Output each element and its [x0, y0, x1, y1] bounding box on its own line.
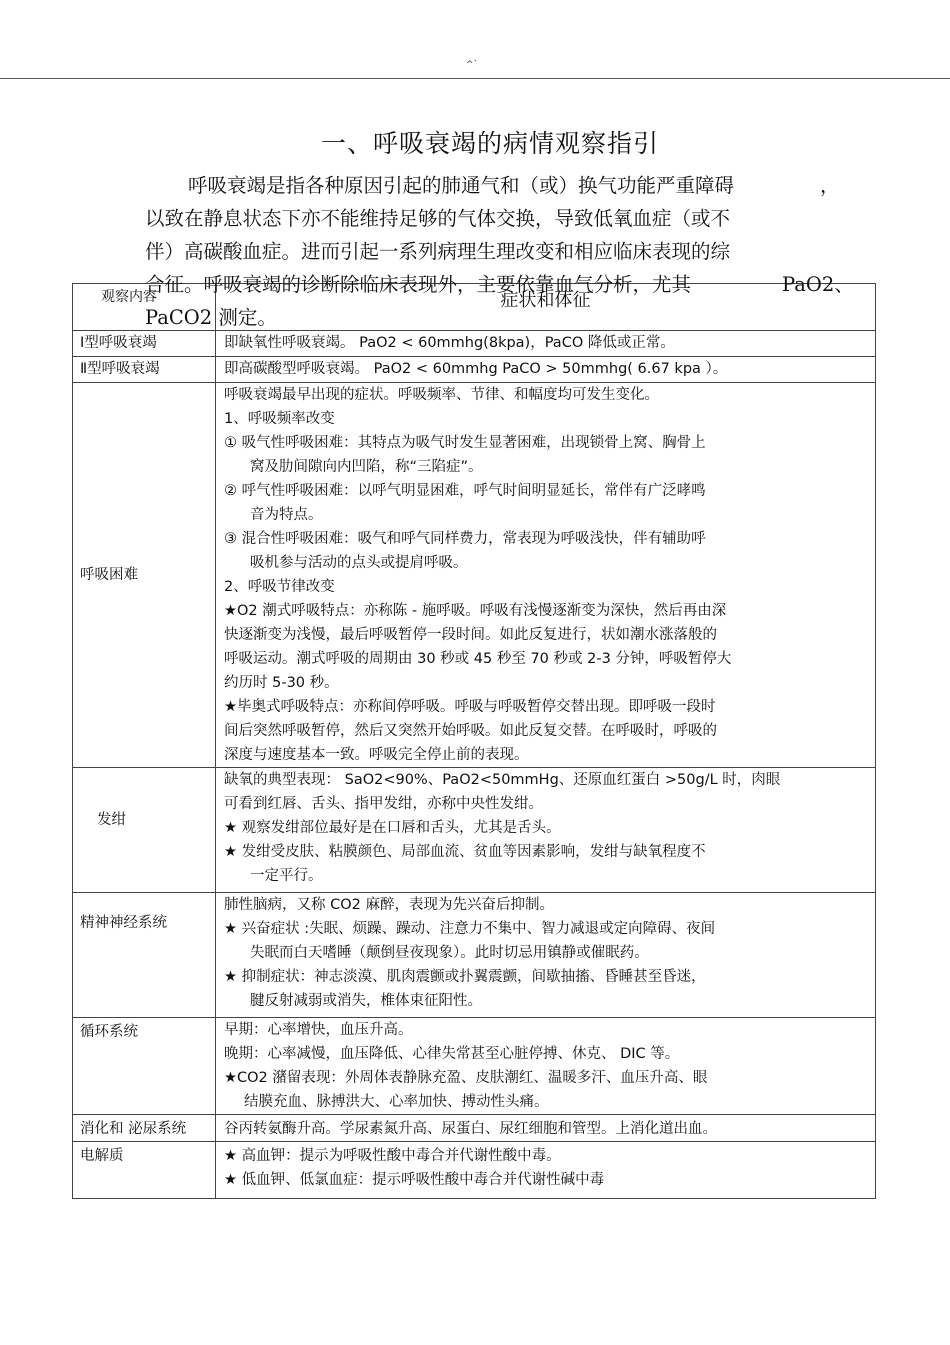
row-line: 晚期：心率减慢，血压降低、心律失常甚至心脏停搏、休克、 DIC 等。	[224, 1046, 680, 1062]
row-content	[216, 331, 876, 357]
row-line: 1、呼吸频率改变	[224, 411, 335, 427]
row-line: 早期：心率增快，血压升高。	[224, 1022, 413, 1038]
row-line: 快逐渐变为浅慢，最后呼吸暂停一段时间。如此反复进行，状如潮水涨落般的	[224, 627, 717, 643]
intro-line-1: 呼吸衰竭是指各种原因引起的肺通气和（或）换气功能严重障碍	[188, 174, 735, 197]
row-line: 谷丙转氨酶升高。学尿素氮升高、尿蛋白、尿红细胞和管型。上消化道出血。	[224, 1121, 717, 1137]
row-line: 吸机参与活动的点头或提肩呼吸。	[250, 555, 468, 571]
row-label: Ⅱ型呼吸衰竭	[73, 357, 216, 383]
table-row	[73, 1018, 876, 1115]
row-line: ★ 兴奋症状 :失眠、烦躁、躁动、注意力不集中、智力减退或定向障碍、夜间	[224, 921, 716, 937]
intro-line-2: 以致在静息状态下亦不能维持足够的气体交换，导致低氧血症（或不	[145, 207, 731, 230]
row-label: 循环系统	[73, 1018, 216, 1115]
row-line: ★ 高血钾：提示为呼吸性酸中毒合并代谢性酸中毒。	[224, 1148, 561, 1164]
row-line: ② 呼气性呼吸困难：以呼气明显困难，呼气时间明显延长，常伴有广泛哮鸣	[224, 483, 706, 499]
table-row	[73, 893, 876, 1018]
row-line: ① 吸气性呼吸困难：其特点为吸气时发生显著困难，出现锁骨上窝、胸骨上	[224, 435, 706, 451]
row-label: 精神神经系统	[73, 893, 216, 1018]
row-line: 缺氧的典型表现： SaO2<90%、PaO2<50mmHg、还原血红蛋白 >50g/L 时，肉眼	[224, 772, 781, 788]
table-row	[73, 768, 876, 893]
header-mark: ^`	[466, 60, 479, 70]
row-line: ③ 混合性呼吸困难：吸气和呼气同样费力，常表现为呼吸浅快，伴有辅助呼	[224, 531, 706, 547]
observation-table	[72, 283, 876, 1199]
header-cell-symptoms: 症状和体征	[216, 284, 876, 331]
row-line: 2、呼吸节律改变	[224, 579, 335, 595]
row-line: 音为特点。	[250, 507, 323, 523]
row-content	[216, 1115, 876, 1142]
table-row	[73, 1115, 876, 1142]
row-label: 电解质	[73, 1142, 216, 1199]
row-line: ★ 低血钾、低氯血症：提示呼吸性酸中毒合并代谢性碱中毒	[224, 1172, 605, 1188]
row-label: 呼吸困难	[73, 383, 216, 768]
table-row	[73, 331, 876, 357]
intro-line-4: 合征。呼吸衰竭的诊断除临床表现外，主要依靠血气分析，尤其	[145, 273, 692, 296]
row-line: 呼吸运动。潮式呼吸的周期由 30 秒或 45 秒至 70 秒或 2-3 分钟，呼吸暂停大	[224, 651, 732, 667]
row-content	[216, 1018, 876, 1115]
row-line: ★毕奥式呼吸特点：亦称间停呼吸。呼吸与呼吸暂停交替出现。即呼吸一段时	[224, 699, 716, 715]
row-line: ★O2 潮式呼吸特点：亦称陈 - 施呼吸。呼吸有浅慢逐渐变为深快，然后再由深	[224, 603, 727, 619]
row-line: ★ 观察发绀部位最好是在口唇和舌头，尤其是舌头。	[224, 820, 561, 836]
row-line: ★ 发绀受皮肤、粘膜颜色、局部血流、贫血等因素影响，发绀与缺氧程度不	[224, 844, 706, 860]
intro-line-4-tail: PaO2、	[782, 273, 854, 296]
row-line: 腱反射减弱或消失，椎体束征阳性。	[250, 993, 482, 1009]
row-line: 约历时 5-30 秒。	[224, 675, 339, 691]
intro-line-3: 伴）高碳酸血症。进而引起一系列病理生理改变和相应临床表现的综	[145, 240, 731, 263]
intro-line-1-tail: ，	[820, 174, 840, 197]
page-title: 一、呼吸衰竭的病情观察指引	[320, 129, 659, 158]
row-content	[216, 357, 876, 383]
row-content	[216, 768, 876, 893]
table-row	[73, 1142, 876, 1199]
intro-line-5: PaCO2 测定。	[145, 306, 277, 329]
row-line: 深度与速度基本一致。呼吸完全停止前的表现。	[224, 747, 529, 763]
row-line: 间后突然呼吸暂停，然后又突然开始呼吸。如此反复交替。在呼吸时，呼吸的	[224, 723, 717, 739]
row-label: 发绀	[73, 768, 216, 893]
header-label-content: 观察内容	[101, 289, 157, 305]
row-line: 失眠而白天嗜睡（颠倒昼夜现象）。此时切忌用镇静或催眠药。	[250, 945, 649, 961]
row-line: 即高碳酸型呼吸衰竭。 PaO2 < 60mmhg PaCO > 50mmhg( 6.67 kpa ）。	[224, 361, 728, 377]
row-content	[216, 1142, 876, 1199]
header-rule	[0, 78, 950, 79]
table-row	[73, 357, 876, 383]
row-line: 即缺氧性呼吸衰竭。 PaO2 < 60mmhg(8kpa)，PaCO 降低或正常。	[224, 335, 675, 351]
row-content	[216, 893, 876, 1018]
row-line: 可看到红唇、舌头、指甲发绀，亦称中央性发绀。	[224, 796, 543, 812]
row-content	[216, 383, 876, 768]
row-line: ★CO2 潴留表现：外周体表静脉充盈、皮肤潮红、温暖多汗、血压升高、眼	[224, 1070, 708, 1086]
row-label: 消化和 泌尿系统	[73, 1115, 216, 1142]
row-line: 窝及肋间隙向内凹陷，称“三陷症”。	[250, 459, 483, 475]
row-line: 结膜充血、脉搏洪大、心率加快、搏动性头痛。	[244, 1094, 549, 1110]
row-line: 一定平行。	[250, 868, 323, 884]
table-row	[73, 383, 876, 768]
row-line: 肺性脑病，又称 CO2 麻醉，表现为先兴奋后抑制。	[224, 897, 554, 913]
row-label: Ⅰ型呼吸衰竭	[73, 331, 216, 357]
row-line: 呼吸衰竭最早出现的症状。呼吸频率、节律、和幅度均可发生变化。	[224, 387, 659, 403]
row-line: ★ 抑制症状：神志淡漠、肌肉震颤或扑翼震颤，间歇抽搐、昏睡甚至昏迷，	[224, 969, 706, 985]
